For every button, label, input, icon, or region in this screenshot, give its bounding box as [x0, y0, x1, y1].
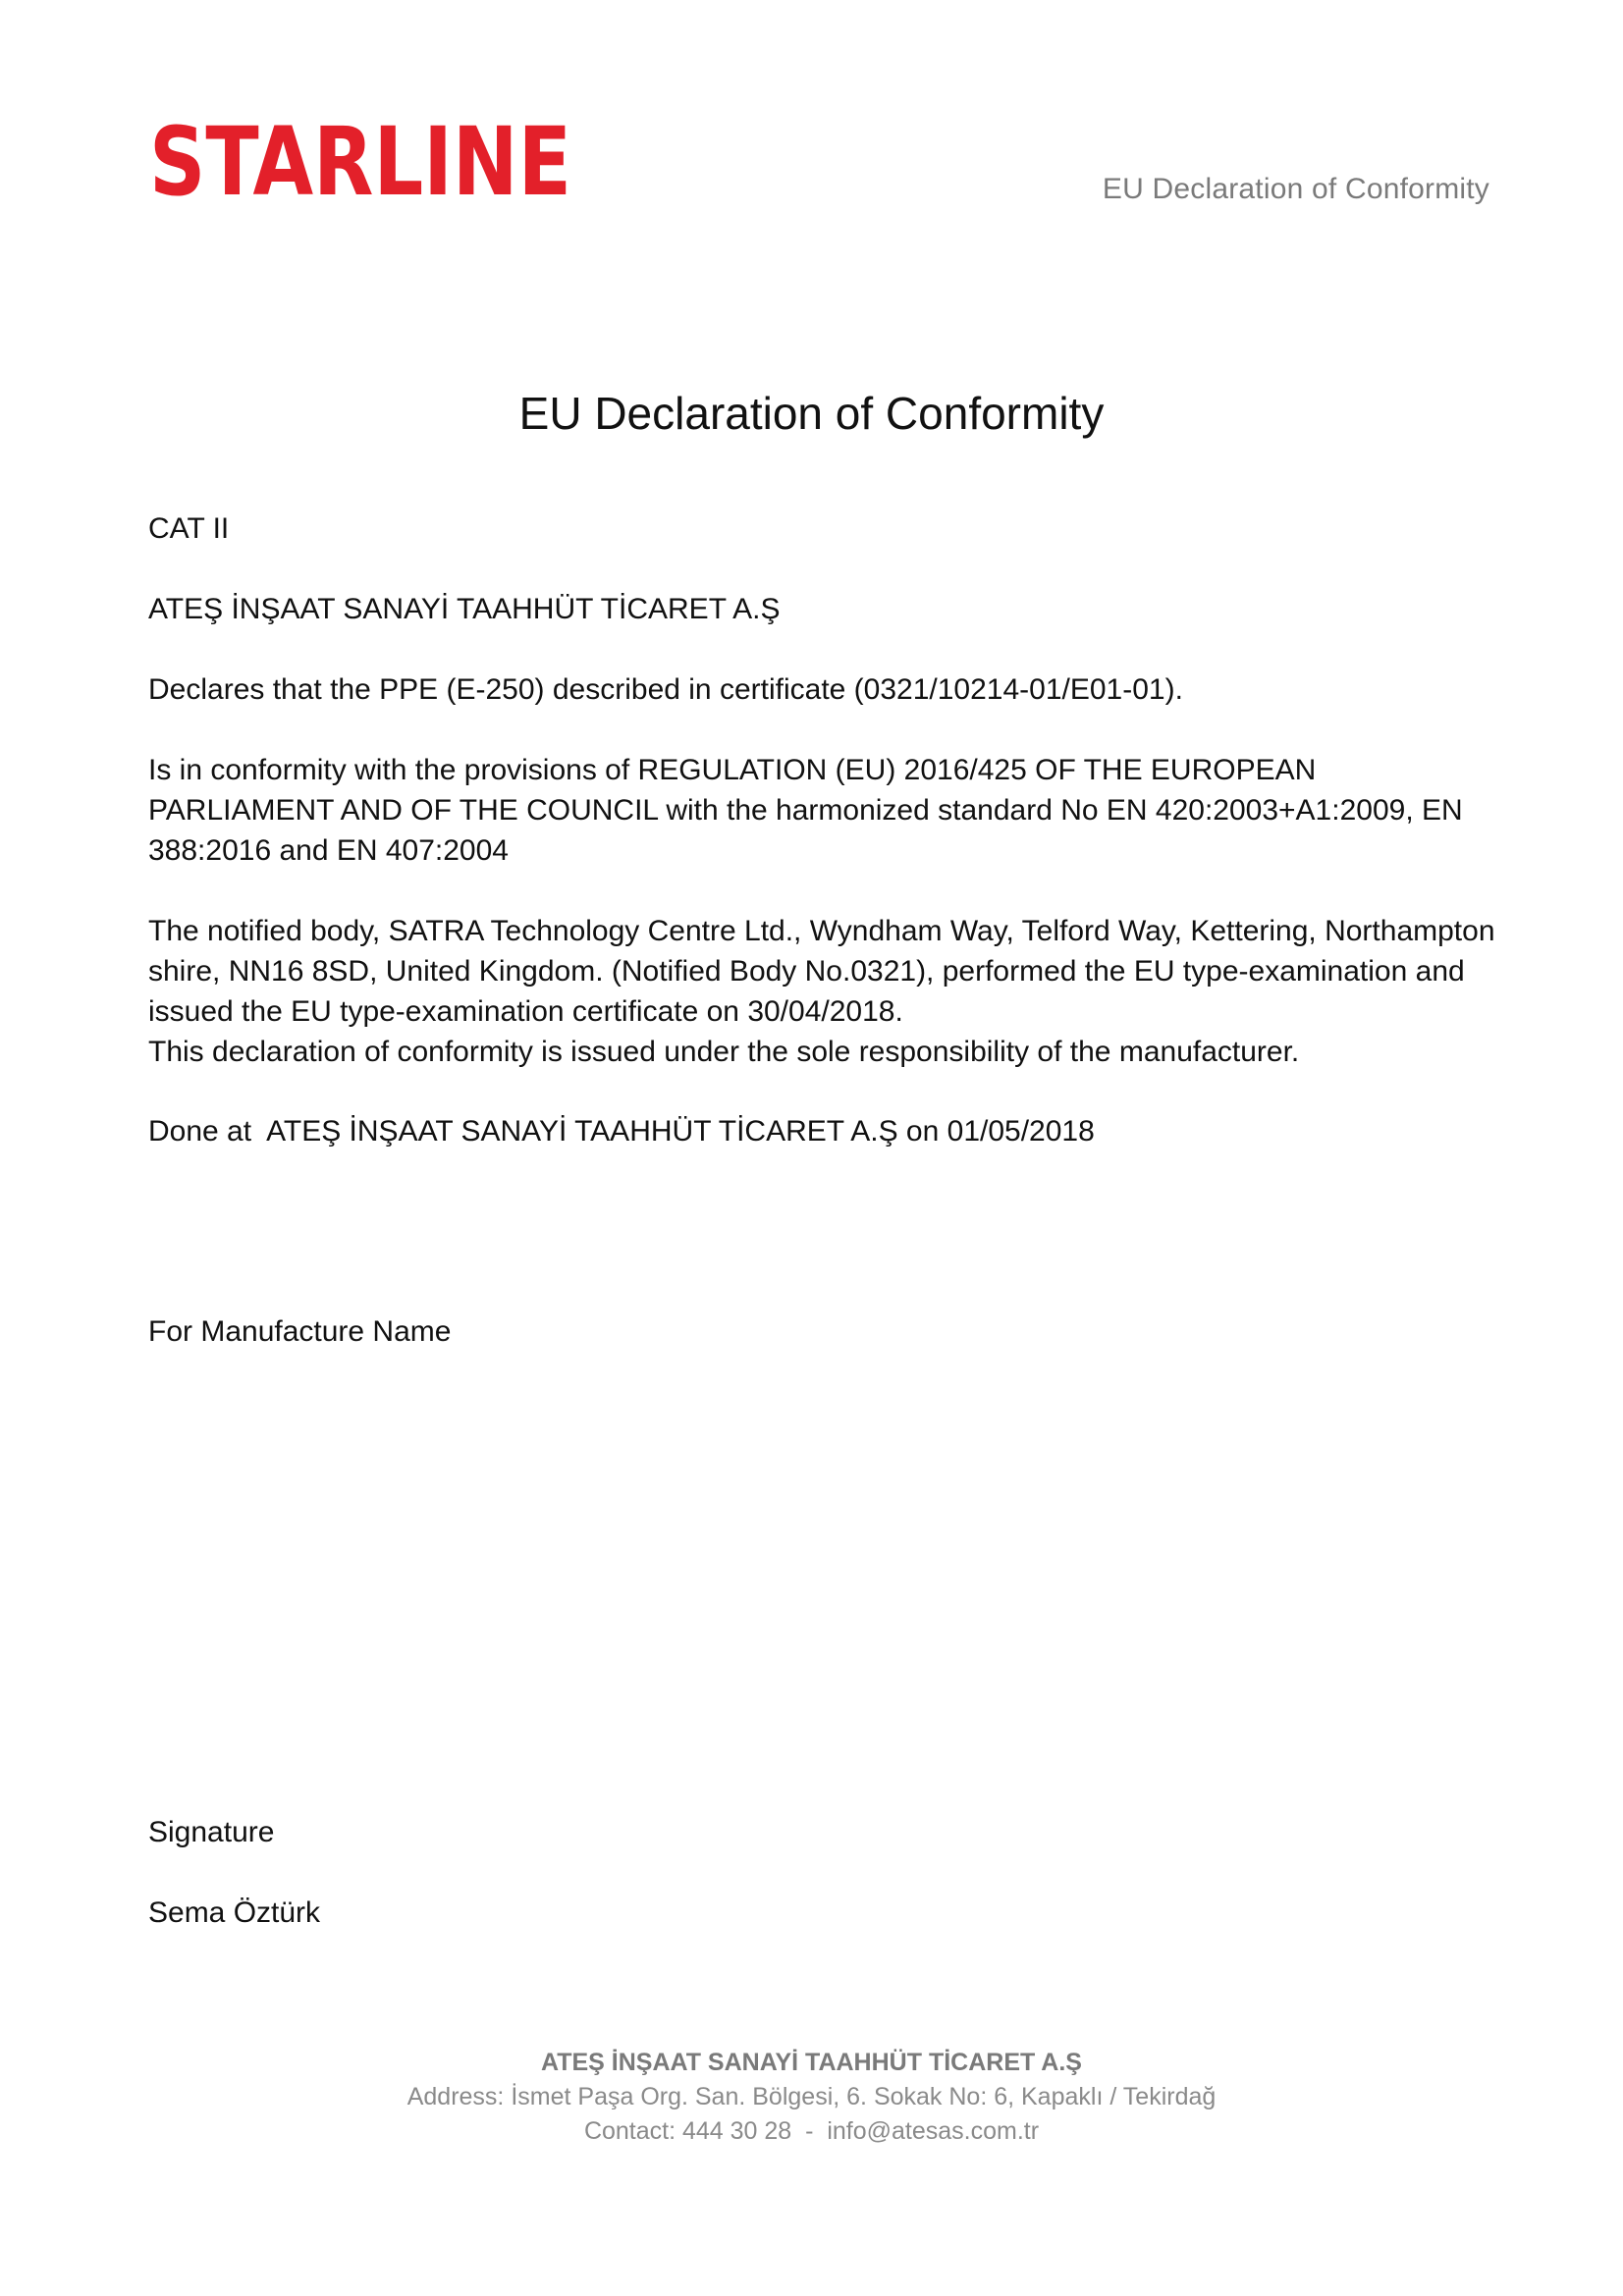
done-at-paragraph: Done at ATEŞ İNŞAAT SANAYİ TAAHHÜT TİCARET A.Ş on 01/05/2018 [148, 1115, 1095, 1148]
company-name: ATEŞ İNŞAAT SANAYİ TAAHHÜT TİCARET A.Ş [148, 593, 781, 625]
starline-logo [147, 106, 579, 217]
for-manufacture-label: For Manufacture Name [148, 1315, 452, 1348]
company-text [148, 589, 1503, 629]
notified-body-paragraph: The notified body, SATRA Technology Centre Ltd., Wyndham Way, Telford Way, Kettering, Northampton shire, NN16 8SD, United Kingdom. (Notified Body No.0321), performed the EU type-examination and issued the EU type-examination certificate on 30/04/2018. [148, 915, 1495, 1028]
document-title: EU Declaration of Conformity [518, 388, 1105, 439]
notified-body-text [148, 911, 1503, 1072]
signature-label: Signature [148, 1816, 275, 1848]
signatory-text [148, 1893, 1503, 1933]
footer [0, 2046, 1623, 2149]
signature-text [148, 1812, 1503, 1852]
declares-paragraph: Declares that the PPE (E-250) described in certificate (0321/10214-01/E01-01). [148, 673, 1183, 706]
declares-text [148, 669, 1503, 710]
header-title: EU Declaration of Conformity [1102, 173, 1489, 205]
footer-contact: Contact: 444 30 28 - info@atesas.com.tr [583, 2117, 1040, 2145]
category: CAT II [148, 512, 230, 545]
category-text [148, 508, 1503, 549]
responsibility-paragraph: This declaration of conformity is issued under the sole responsibility of the manufacturer. [148, 1036, 1300, 1068]
footer-address: Address: İsmet Paşa Org. San. Bölgesi, 6. Sokak No: 6, Kapaklı / Tekirdağ [406, 2083, 1217, 2110]
logo-text: STARLINE [149, 107, 571, 217]
signatory-name: Sema Öztürk [148, 1896, 321, 1929]
conformity-paragraph: Is in conformity with the provisions of REGULATION (EU) 2016/425 OF THE EUROPEAN PARLIAMENT AND OF THE COUNCIL with the harmonized standard No EN 420:2003+A1:2009, EN 388:2016 and EN 407:2004 [148, 754, 1463, 867]
footer-company: ATEŞ İNŞAAT SANAYİ TAAHHÜT TİCARET A.Ş [541, 2049, 1082, 2076]
conformity-text [148, 750, 1503, 871]
manufacturer-text [148, 1311, 1503, 1352]
done-at-text [148, 1111, 1503, 1151]
